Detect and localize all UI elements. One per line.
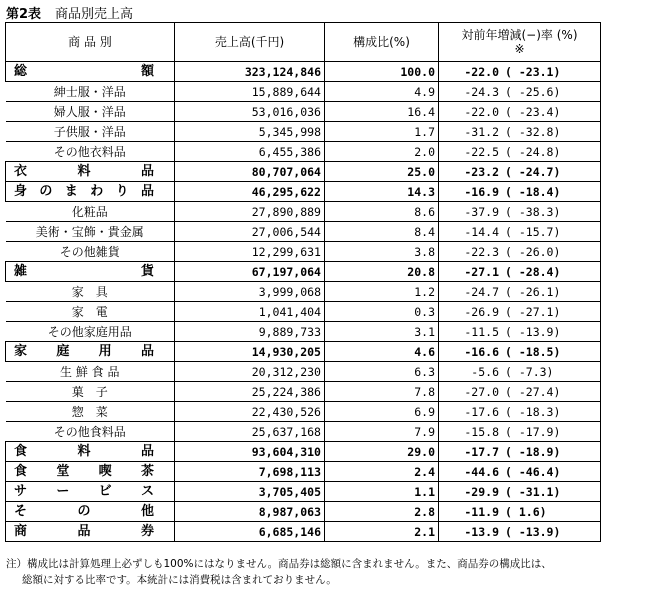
row-yoy-prev: ( -24.7) <box>505 164 561 179</box>
row-share: 25.0 <box>325 162 439 182</box>
table-title <box>6 3 133 22</box>
row-yoy: -31.2 <box>464 124 499 139</box>
table-row <box>6 302 601 322</box>
row-yoy-cell <box>439 462 601 482</box>
row-yoy: -29.9 <box>464 484 499 499</box>
row-share: 20.8 <box>325 262 439 282</box>
row-yoy-cell <box>439 402 601 422</box>
row-yoy-cell <box>439 422 601 442</box>
row-name: 菓 子 <box>6 382 175 402</box>
row-name: 美術・宝飾・貴金属 <box>6 222 175 242</box>
table-row <box>6 442 601 462</box>
row-yoy: -11.9 <box>464 504 499 519</box>
row-yoy: -37.9 <box>464 204 499 219</box>
row-yoy-cell <box>439 322 601 342</box>
row-yoy-cell <box>439 282 601 302</box>
row-share: 4.6 <box>325 342 439 362</box>
header-yoy-label: 対前年増減(−)率 (%) <box>461 28 578 42</box>
row-sales: 53,016,036 <box>175 102 325 122</box>
row-name: 生 鮮 食 品 <box>6 362 175 382</box>
row-name: 化粧品 <box>6 202 175 222</box>
row-sales: 25,224,386 <box>175 382 325 402</box>
row-sales: 6,455,386 <box>175 142 325 162</box>
row-yoy-prev: ( -7.3) <box>505 364 554 379</box>
row-name: 惣 菜 <box>6 402 175 422</box>
header-name: 商 品 別 <box>6 23 175 62</box>
row-yoy: -13.9 <box>464 524 499 539</box>
row-yoy: -27.0 <box>464 384 499 399</box>
row-yoy-prev: ( -13.9) <box>505 524 561 539</box>
table-number: 第2表 <box>6 7 42 22</box>
row-name: サ ー ビ ス <box>6 482 175 502</box>
row-yoy-prev: ( -26.0) <box>505 244 561 259</box>
header-row <box>6 23 601 62</box>
row-yoy-cell <box>439 222 601 242</box>
row-share: 2.0 <box>325 142 439 162</box>
row-sales: 323,124,846 <box>175 62 325 82</box>
row-share: 7.8 <box>325 382 439 402</box>
header-share: 構成比(%) <box>325 23 439 62</box>
table-row <box>6 102 601 122</box>
row-yoy-cell <box>439 482 601 502</box>
row-yoy-prev: ( -18.3) <box>505 404 561 419</box>
row-yoy-cell <box>439 262 601 282</box>
row-yoy: -16.9 <box>464 184 499 199</box>
row-yoy: -5.6 <box>471 364 499 379</box>
row-yoy-cell <box>439 102 601 122</box>
row-sales: 46,295,622 <box>175 182 325 202</box>
row-name: 総 額 <box>6 62 175 82</box>
table-row <box>6 242 601 262</box>
row-yoy-prev: ( -32.8) <box>505 124 561 139</box>
row-yoy-cell <box>439 82 601 102</box>
row-yoy-cell <box>439 362 601 382</box>
row-yoy: -23.2 <box>464 164 499 179</box>
row-yoy-cell <box>439 302 601 322</box>
row-yoy-prev: ( -23.1) <box>505 64 561 79</box>
row-share: 1.2 <box>325 282 439 302</box>
row-share: 1.7 <box>325 122 439 142</box>
row-share: 1.1 <box>325 482 439 502</box>
row-yoy-cell <box>439 522 601 542</box>
row-yoy-cell <box>439 242 601 262</box>
table-row <box>6 342 601 362</box>
row-sales: 9,889,733 <box>175 322 325 342</box>
row-sales: 6,685,146 <box>175 522 325 542</box>
table-row <box>6 162 601 182</box>
row-yoy-prev: ( -38.3) <box>505 204 561 219</box>
row-sales: 3,705,405 <box>175 482 325 502</box>
row-yoy: -22.0 <box>464 64 499 79</box>
row-yoy-prev: ( -18.4) <box>505 184 561 199</box>
row-yoy: -27.1 <box>464 264 499 279</box>
table-row <box>6 262 601 282</box>
row-sales: 27,006,544 <box>175 222 325 242</box>
footnote-line-1: 注）構成比は計算処理上必ずしも100%にはなりません。商品券は総額に含まれません。また、商品券の構成比は、 <box>6 558 552 570</box>
row-name: 紳士服・洋品 <box>6 82 175 102</box>
row-yoy: -22.0 <box>464 104 499 119</box>
row-sales: 1,041,404 <box>175 302 325 322</box>
row-yoy-prev: ( -18.9) <box>505 444 561 459</box>
row-yoy-prev: ( -46.4) <box>505 464 561 479</box>
row-name: 商 品 券 <box>6 522 175 542</box>
row-name: 家 電 <box>6 302 175 322</box>
row-share: 0.3 <box>325 302 439 322</box>
row-yoy: -17.6 <box>464 404 499 419</box>
row-share: 2.1 <box>325 522 439 542</box>
row-yoy: -22.3 <box>464 244 499 259</box>
table-row <box>6 322 601 342</box>
table-row <box>6 122 601 142</box>
table-row <box>6 202 601 222</box>
table-row <box>6 382 601 402</box>
row-share: 2.4 <box>325 462 439 482</box>
footnote-line-2: 総額に対する比率です。本統計には消費税は含まれておりません。 <box>22 574 337 586</box>
row-sales: 8,987,063 <box>175 502 325 522</box>
row-yoy: -14.4 <box>464 224 499 239</box>
table-row <box>6 282 601 302</box>
sales-by-product-table <box>5 22 601 542</box>
row-sales: 80,707,064 <box>175 162 325 182</box>
row-name: その他家庭用品 <box>6 322 175 342</box>
row-sales: 25,637,168 <box>175 422 325 442</box>
table-title-text: 商品別売上高 <box>55 7 134 22</box>
row-yoy: -22.5 <box>464 144 499 159</box>
row-yoy-prev: ( -28.4) <box>505 264 561 279</box>
row-yoy-cell <box>439 442 601 462</box>
row-sales: 7,698,113 <box>175 462 325 482</box>
row-yoy-prev: ( -18.5) <box>505 344 561 359</box>
row-yoy-cell <box>439 162 601 182</box>
table-row <box>6 462 601 482</box>
row-yoy-prev: ( -26.1) <box>505 284 561 299</box>
row-name: 食 料 品 <box>6 442 175 462</box>
row-name: その他雑貨 <box>6 242 175 262</box>
table-row <box>6 62 601 82</box>
table-row <box>6 402 601 422</box>
row-yoy-prev: ( -27.1) <box>505 304 561 319</box>
row-sales: 12,299,631 <box>175 242 325 262</box>
row-share: 100.0 <box>325 62 439 82</box>
row-share: 8.4 <box>325 222 439 242</box>
row-yoy: -24.3 <box>464 84 499 99</box>
row-yoy-prev: ( -27.4) <box>505 384 561 399</box>
row-yoy-cell <box>439 202 601 222</box>
row-yoy-prev: ( -15.7) <box>505 224 561 239</box>
row-yoy: -17.7 <box>464 444 499 459</box>
row-share: 14.3 <box>325 182 439 202</box>
header-sales: 売上高(千円) <box>175 23 325 62</box>
row-name: 家 庭 用 品 <box>6 342 175 362</box>
row-yoy-cell <box>439 382 601 402</box>
row-name: その他衣料品 <box>6 142 175 162</box>
row-name: 食 堂 喫 茶 <box>6 462 175 482</box>
row-share: 4.9 <box>325 82 439 102</box>
row-yoy-cell <box>439 502 601 522</box>
row-name: その他食料品 <box>6 422 175 442</box>
row-yoy-prev: ( 1.6) <box>505 504 547 519</box>
row-yoy-prev: ( -23.4) <box>505 104 561 119</box>
header-yoy-mark: ※ <box>514 42 525 56</box>
row-share: 3.8 <box>325 242 439 262</box>
row-sales: 20,312,230 <box>175 362 325 382</box>
row-sales: 22,430,526 <box>175 402 325 422</box>
row-name: 雑 貨 <box>6 262 175 282</box>
row-sales: 15,889,644 <box>175 82 325 102</box>
row-name: 婦人服・洋品 <box>6 102 175 122</box>
header-yoy <box>439 23 601 62</box>
row-yoy-prev: ( -24.8) <box>505 144 561 159</box>
row-sales: 14,930,205 <box>175 342 325 362</box>
row-share: 7.9 <box>325 422 439 442</box>
row-yoy: -26.9 <box>464 304 499 319</box>
row-yoy-cell <box>439 142 601 162</box>
row-share: 3.1 <box>325 322 439 342</box>
table-row <box>6 422 601 442</box>
table-row <box>6 182 601 202</box>
row-yoy-cell <box>439 62 601 82</box>
table-row <box>6 362 601 382</box>
table-row <box>6 82 601 102</box>
row-yoy-prev: ( -13.9) <box>505 324 561 339</box>
row-share: 8.6 <box>325 202 439 222</box>
row-sales: 5,345,998 <box>175 122 325 142</box>
row-yoy: -44.6 <box>464 464 499 479</box>
row-yoy-cell <box>439 182 601 202</box>
row-share: 2.8 <box>325 502 439 522</box>
row-name: 衣 料 品 <box>6 162 175 182</box>
row-share: 16.4 <box>325 102 439 122</box>
row-yoy-cell <box>439 342 601 362</box>
row-sales: 93,604,310 <box>175 442 325 462</box>
row-yoy: -15.8 <box>464 424 499 439</box>
row-yoy: -24.7 <box>464 284 499 299</box>
row-yoy-prev: ( -25.6) <box>505 84 561 99</box>
table-row <box>6 502 601 522</box>
row-sales: 27,890,889 <box>175 202 325 222</box>
table-row <box>6 522 601 542</box>
row-yoy-cell <box>439 122 601 142</box>
row-name: そ の 他 <box>6 502 175 522</box>
row-yoy-prev: ( -31.1) <box>505 484 561 499</box>
row-yoy: -16.6 <box>464 344 499 359</box>
row-share: 6.3 <box>325 362 439 382</box>
row-sales: 67,197,064 <box>175 262 325 282</box>
row-yoy: -11.5 <box>464 324 499 339</box>
table-row <box>6 222 601 242</box>
row-yoy-prev: ( -17.9) <box>505 424 561 439</box>
table-row <box>6 142 601 162</box>
row-name: 子供服・洋品 <box>6 122 175 142</box>
table-row <box>6 482 601 502</box>
row-name: 身のまわり品 <box>6 182 175 202</box>
row-share: 6.9 <box>325 402 439 422</box>
row-name: 家 具 <box>6 282 175 302</box>
row-share: 29.0 <box>325 442 439 462</box>
table-body <box>6 62 601 542</box>
row-sales: 3,999,068 <box>175 282 325 302</box>
